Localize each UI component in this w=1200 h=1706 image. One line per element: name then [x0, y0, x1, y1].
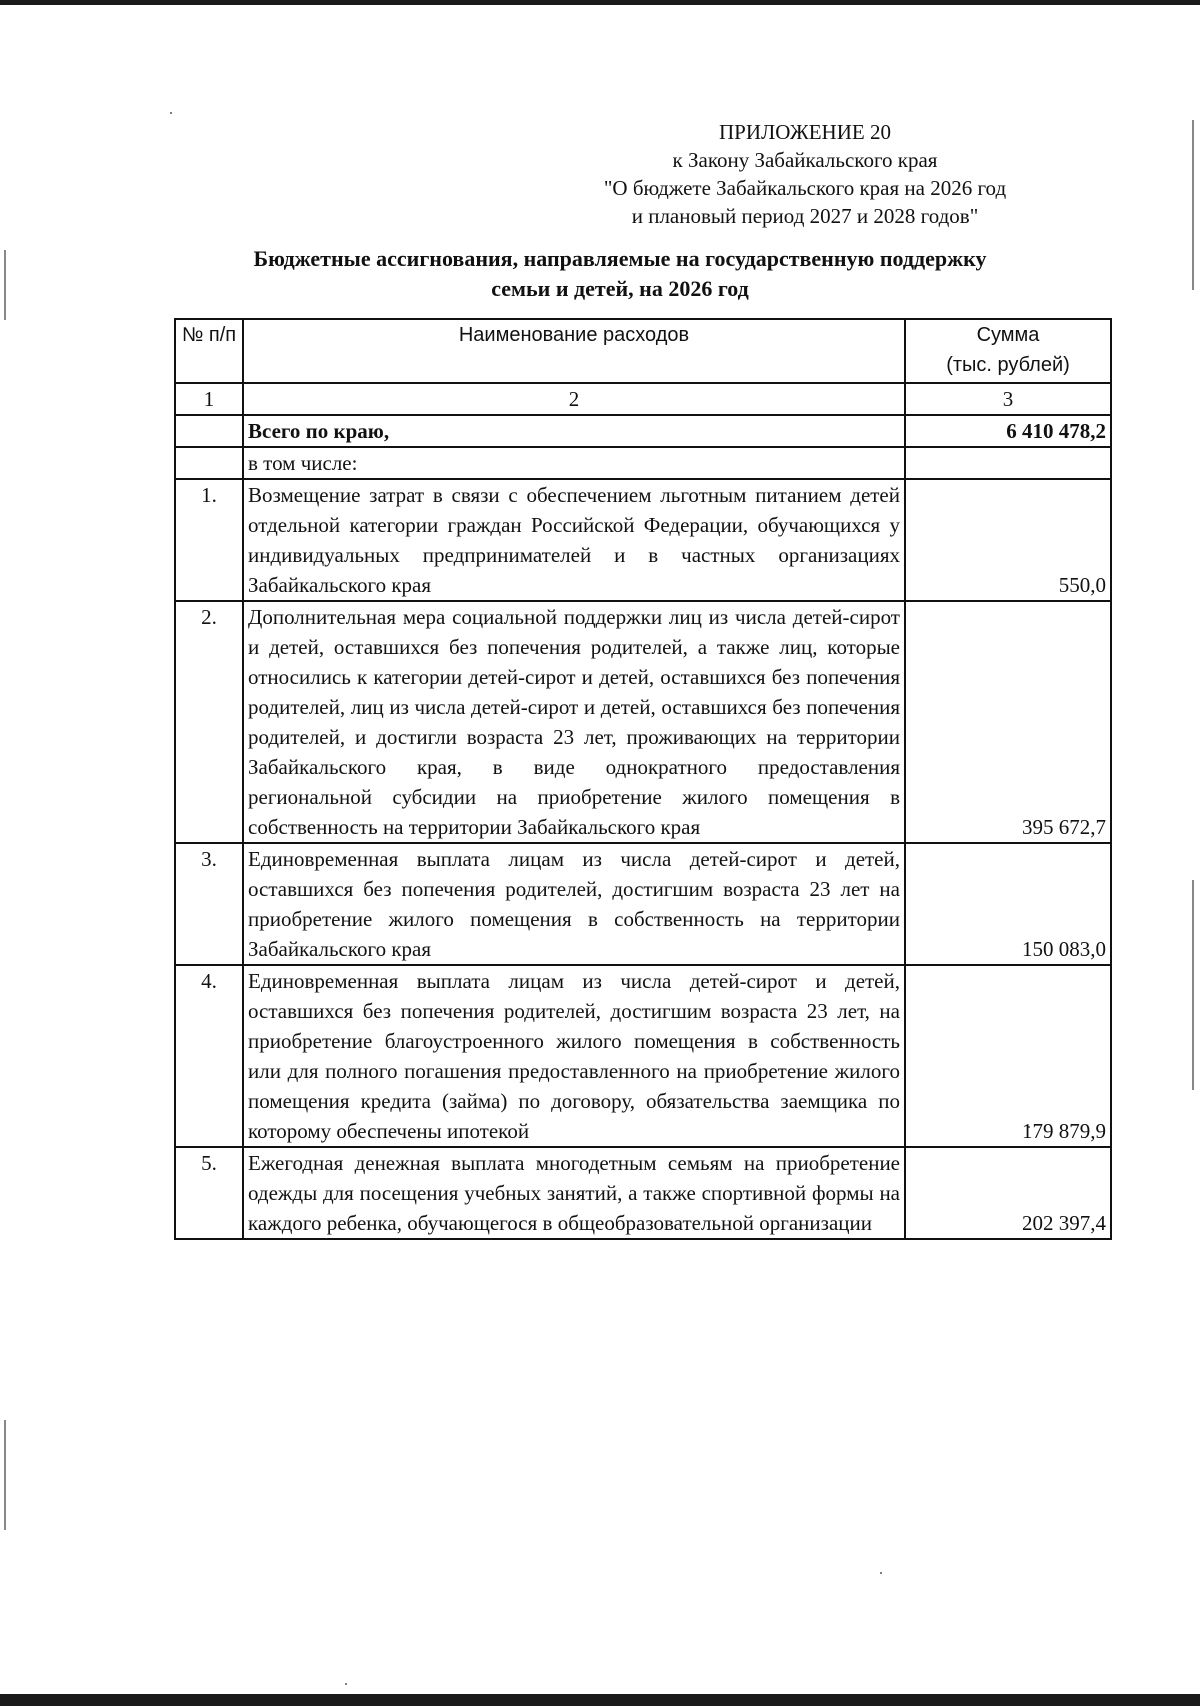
scan-edge-bottom: [0, 1694, 1200, 1706]
appendix-number: ПРИЛОЖЕНИЕ 20: [719, 120, 891, 144]
row-number: 5.: [175, 1147, 243, 1239]
scan-mark-left: [4, 1420, 6, 1530]
column-index: 1: [175, 383, 243, 415]
row-sum: 202 397,4: [905, 1147, 1111, 1239]
row-sum: 179 879,9: [905, 965, 1111, 1147]
scan-mark-right: [1192, 120, 1194, 290]
row-number: 3.: [175, 843, 243, 965]
row-sum: 150 083,0: [905, 843, 1111, 965]
header-sum-unit: (тыс. рублей): [946, 354, 1070, 376]
table-row: [175, 479, 1111, 601]
scan-speck: [345, 1683, 347, 1685]
scan-speck: [880, 1572, 882, 1574]
total-label: Всего по краю,: [243, 415, 905, 447]
total-row: [175, 415, 1111, 447]
scan-speck: [170, 112, 172, 114]
table-row: [175, 601, 1111, 843]
row-name: Единовременная выплата лицам из числа детей-сирот и детей, оставшихся без попечения родителей, достигшим возраста 23 лет, на приобретение благоустроенного жилого помещения в собственность или для полного погашения предоставленного на приобретение жилого помещения кредита (займа) по договору, обязательства заемщика по которому обеспечены ипотекой: [243, 965, 905, 1147]
row-name: Ежегодная денежная выплата многодетным семьям на приобретение одежды для посещения учебных занятий, а также спортивной формы на каждого ребенка, обучающегося в общеобразовательной организации: [243, 1147, 905, 1239]
appendix-header: [520, 118, 1090, 230]
header-sum-label: Сумма: [976, 324, 1040, 346]
row-number: 2.: [175, 601, 243, 843]
header-number: № п/п: [175, 319, 243, 383]
including-label: в том числе:: [243, 447, 905, 479]
appendix-law-ref: к Закону Забайкальского края: [672, 148, 938, 172]
table-row: [175, 965, 1111, 1147]
including-number: [175, 447, 243, 479]
row-name: Единовременная выплата лицам из числа детей-сирот и детей, оставшихся без попечения родителей, достигшим возраста 23 лет на приобретение жилого помещения в собственность на территории Забайкальского края: [243, 843, 905, 965]
table-row: [175, 1147, 1111, 1239]
row-number: 1.: [175, 479, 243, 601]
header-sum: [905, 319, 1111, 383]
header-name: Наименование расходов: [243, 319, 905, 383]
total-number: [175, 415, 243, 447]
appendix-law-title: "О бюджете Забайкальского края на 2026 год: [603, 176, 1007, 200]
row-name: Возмещение затрат в связи с обеспечением льготным питанием детей отдельной категории граждан Российской Федерации, обучающихся у индивидуальных предпринимателей и в частных организациях Забайкальского края: [243, 479, 905, 601]
scan-mark-left: [4, 250, 6, 320]
table-row: [175, 843, 1111, 965]
column-index: 3: [905, 383, 1111, 415]
document-title-line: Бюджетные ассигнования, направляемые на государственную поддержку: [253, 246, 987, 271]
including-sum: [905, 447, 1111, 479]
including-row: [175, 447, 1111, 479]
scan-mark-right: [1192, 880, 1194, 1090]
column-index: 2: [243, 383, 905, 415]
row-sum: 550,0: [905, 479, 1111, 601]
document-title: [150, 244, 1090, 304]
total-sum: 6 410 478,2: [905, 415, 1111, 447]
table-header-row: [175, 319, 1111, 383]
budget-table: [174, 318, 1112, 1240]
row-sum: 395 672,7: [905, 601, 1111, 843]
row-number: 4.: [175, 965, 243, 1147]
document-title-line: семьи и детей, на 2026 год: [491, 276, 749, 301]
scan-edge-top: [0, 0, 1200, 5]
column-index-row: [175, 383, 1111, 415]
row-name: Дополнительная мера социальной поддержки лиц из числа детей-сирот и детей, оставшихся без попечения родителей, а также лиц, которые относились к категории детей-сирот и детей, оставшихся без попечения родителей, лиц из числа детей-сирот и детей, оставшихся без попечения родителей, и достигли возраста 23 лет, проживающих на территории Забайкальского края, в виде однократного предоставления региональной субсидии на приобретение жилого помещения в собственность на территории Забайкальского края: [243, 601, 905, 843]
appendix-law-title-cont: и плановый период 2027 и 2028 годов": [631, 204, 979, 228]
